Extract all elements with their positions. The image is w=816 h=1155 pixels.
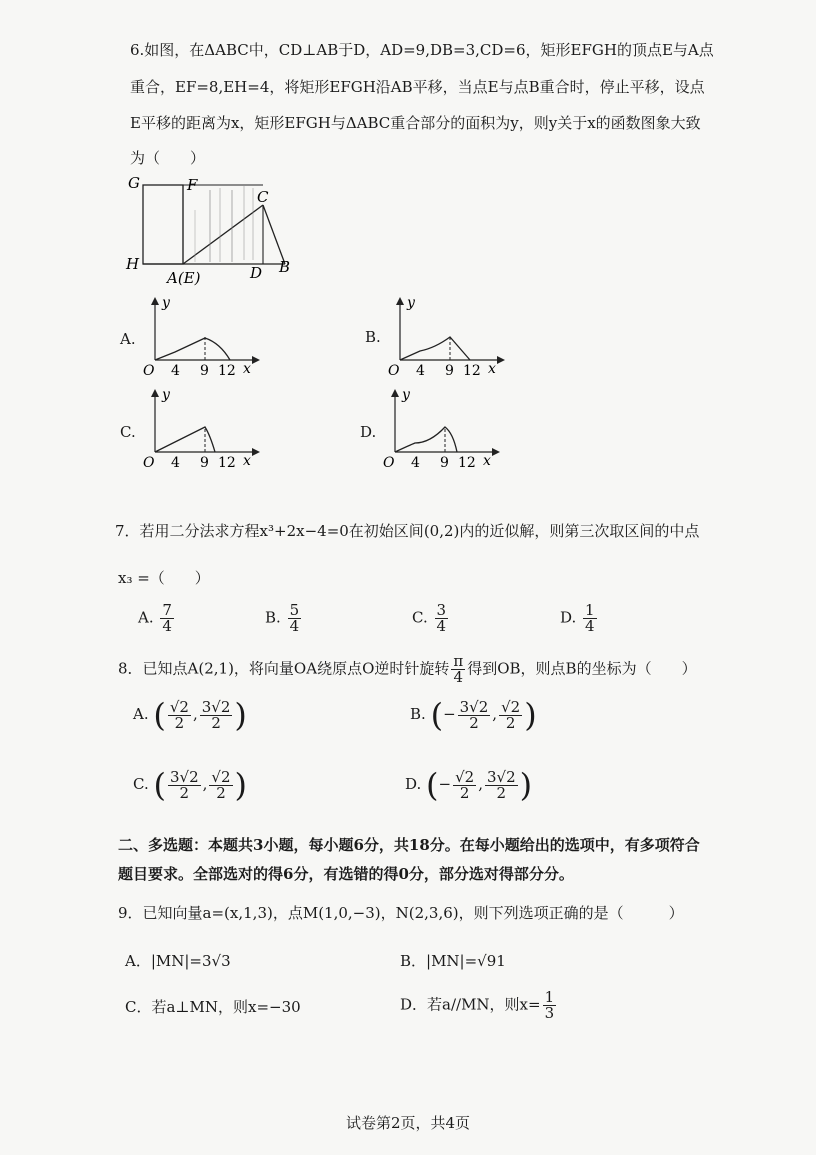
label-C: C [257, 188, 269, 206]
q6-option-C-label[interactable]: C. [120, 423, 136, 441]
page-footer: 试卷第2页，共4页 [345, 1114, 471, 1132]
tick-label-12: 12 [463, 363, 481, 379]
q6-figure [120, 170, 305, 290]
q6-option-D-label[interactable]: D. [360, 423, 377, 441]
q9-option-C[interactable]: C．若a⊥MN，则x=−30 [125, 998, 301, 1016]
y-label: y [162, 295, 170, 311]
x-axis-arrow [497, 356, 505, 364]
q8-option-A[interactable]: A. ( $\frac{√2}{2}$ , $\frac{3√2}{2}$ ) [133, 696, 247, 734]
y-axis-arrow [151, 389, 159, 397]
origin-label: O [143, 363, 155, 379]
q6-line1: 6.如图，在ΔABC中，CD⊥AB于D，AD=9,DB=3,CD=6，矩形EFGH的顶点E与A点 [130, 41, 714, 59]
q8-prefix: 8．已知点A(2,1)，将向量OA绕原点O逆时针旋转 [118, 659, 450, 678]
q7-option-C-value: $\frac{3}{4}$ [436, 601, 447, 635]
q8-option-D-label: D. [405, 775, 422, 793]
q6-line4: 为（ ） [130, 149, 206, 167]
x-axis-arrow [252, 356, 260, 364]
tick-label-4: 4 [171, 455, 180, 471]
x-axis-arrow [492, 448, 500, 456]
q6-option-C-graph[interactable] [140, 385, 265, 473]
q6-option-D-graph[interactable] [380, 385, 505, 473]
x-label: x [483, 453, 491, 469]
y-label: y [407, 295, 415, 311]
q9-option-A[interactable]: A．|MN|=3√3 [125, 952, 231, 970]
section2-line1: 二、多选题：本题共3小题，每小题6分，共18分。在每小题给出的选项中，有多项符合 [118, 836, 700, 854]
q7-option-A-label: A. [138, 608, 154, 627]
q6-option-A-label[interactable]: A. [120, 330, 136, 348]
y-axis-arrow [391, 389, 399, 397]
q9-option-D-value: $\frac{1}{3}$ [544, 988, 555, 1022]
tick-label-12: 12 [218, 363, 236, 379]
q6-option-A-graph[interactable] [140, 293, 265, 381]
tick-label-4: 4 [171, 363, 180, 379]
q7-option-B-label: B. [265, 608, 281, 627]
tick-label-9: 9 [445, 363, 454, 379]
q9-option-B[interactable]: B．|MN|=√91 [400, 952, 506, 970]
tick-label-4: 4 [411, 455, 420, 471]
function-curve [395, 427, 457, 452]
q7-option-D-label: D. [560, 608, 577, 627]
label-AE: A(E) [167, 269, 201, 287]
q6-option-B-graph[interactable] [385, 293, 510, 381]
tick-label-12: 12 [218, 455, 236, 471]
q7-option-D-value: $\frac{1}{4}$ [585, 601, 595, 635]
tick-label-9: 9 [440, 455, 449, 471]
section2-line2: 题目要求。全部选对的得6分，有选错的得0分，部分选对得部分分。 [118, 865, 574, 883]
function-curve [400, 337, 470, 360]
y-label: y [162, 387, 170, 403]
tick-label-9: 9 [200, 363, 209, 379]
q9-option-D-text: D．若a//MN，则x= [400, 995, 541, 1014]
tick-label-4: 4 [416, 363, 425, 379]
label-G: G [128, 174, 140, 192]
q8-option-C[interactable]: C. ( $\frac{3√2}{2}$ , $\frac{√2}{2}$ ) [133, 766, 248, 804]
q6-line2: 重合，EF=8,EH=4，将矩形EFGH沿AB平移，当点E与点B重合时，停止平移，设点 [130, 78, 705, 96]
q6-line3: E平移的距离为x，矩形EFGH与ΔABC重合部分的面积为y，则y关于x的函数图象大致 [130, 114, 701, 132]
q7-option-A[interactable] [138, 603, 176, 634]
x-label: x [243, 361, 251, 377]
q8-option-D[interactable]: D. (− $\frac{√2}{2}$ , $\frac{3√2}{2}$ ) [405, 766, 533, 804]
q8-suffix: 得到OB，则点B的坐标为（ ） [467, 659, 697, 678]
tick-label-9: 9 [200, 455, 209, 471]
tick-label-12: 12 [458, 455, 476, 471]
q7-line2: x₃ =（ ） [118, 569, 210, 587]
function-curve [155, 427, 215, 452]
x-label: x [488, 361, 496, 377]
q8-option-A-label: A. [133, 705, 149, 723]
label-B: B [279, 258, 291, 276]
q8-option-B[interactable]: B. (− $\frac{3√2}{2}$ , $\frac{√2}{2}$ ) [410, 696, 537, 734]
y-axis-arrow [396, 297, 404, 305]
q6-option-B-label[interactable]: B. [365, 328, 381, 346]
label-D: D [250, 264, 263, 282]
x-label: x [243, 453, 251, 469]
y-label: y [402, 387, 410, 403]
x-axis-arrow [252, 448, 260, 456]
q9-option-D[interactable] [400, 990, 558, 1021]
label-F: F [187, 176, 198, 194]
q7-option-C-label: C. [412, 608, 428, 627]
function-curve [155, 338, 230, 360]
origin-label: O [383, 455, 395, 471]
q8-stem [118, 654, 697, 685]
q8-option-C-label: C. [133, 775, 149, 793]
q8-angle: $\frac{\pi}{4}$ [453, 652, 464, 686]
q7-option-C[interactable] [412, 603, 450, 634]
q8-option-B-label: B. [410, 705, 426, 723]
q7-option-B-value: $\frac{5}{4}$ [289, 601, 300, 635]
q7-option-D[interactable] [560, 603, 599, 634]
origin-label: O [388, 363, 400, 379]
q7-option-A-value: $\frac{7}{4}$ [162, 601, 172, 635]
y-axis-arrow [151, 297, 159, 305]
origin-label: O [143, 455, 155, 471]
q7-line1: 7．若用二分法求方程x³+2x−4=0在初始区间(0,2)内的近似解，则第三次取区间的中点 [115, 522, 700, 540]
q9-line1: 9．已知向量a=(x,1,3)，点M(1,0,−3)，N(2,3,6)，则下列选项正确的是（ ） [118, 904, 684, 922]
q7-option-B[interactable] [265, 603, 303, 634]
label-H: H [126, 255, 140, 273]
